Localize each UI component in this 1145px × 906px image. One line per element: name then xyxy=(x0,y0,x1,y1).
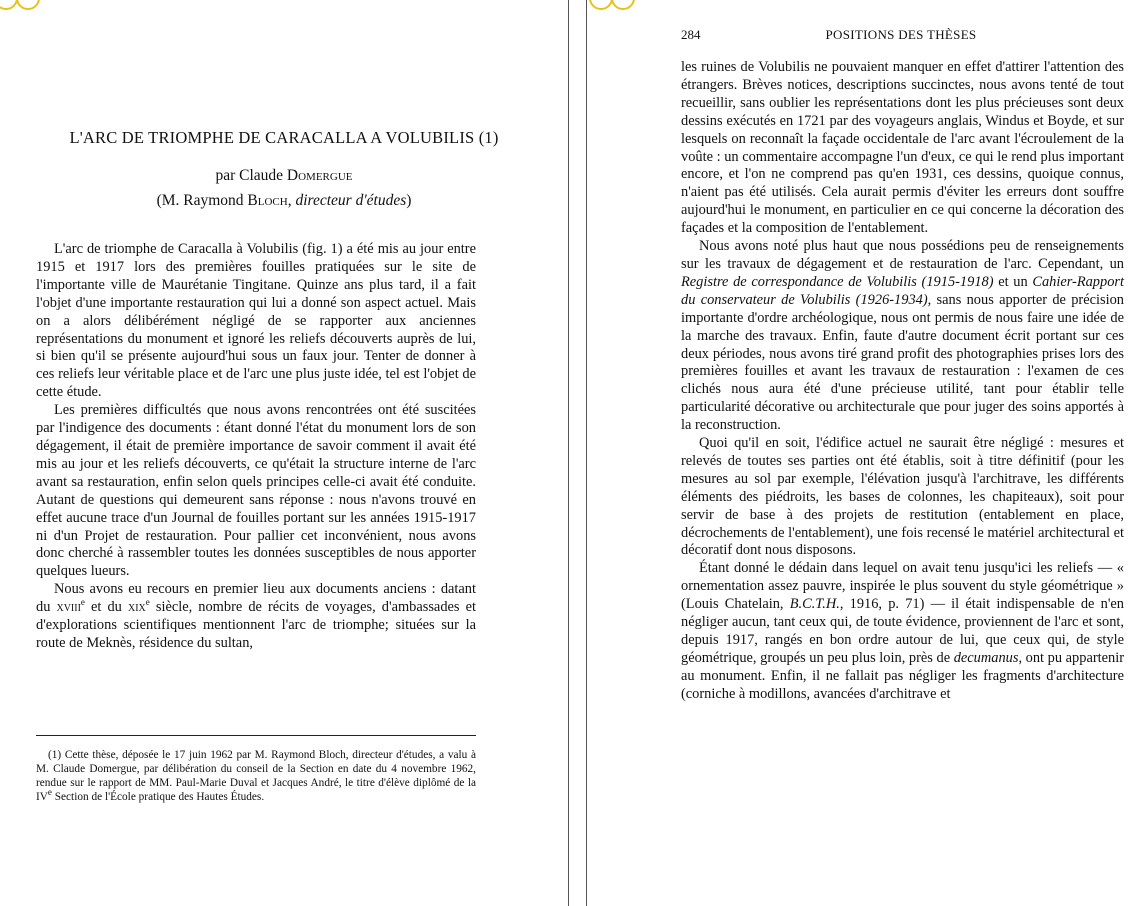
running-head-title: POSITIONS DES THÈSES xyxy=(825,27,977,42)
paragraph: L'arc de triomphe de Caracalla à Volubilis (fig. 1) a été mis au jour entre 1915 et 1917 lors des premières fouilles pratiquées sur le site de l'importante ville de Maurétanie Tingitane. Quinze ans plus tard, il a fait l'objet d'une importante restauration qui lui a donné son aspect actuel. Mais on a alors délibérément négligé de se rapporter aux anciennes représentations du monument et ignoré les reliefs découverts auprès de lui, si bien qu'il se présente aujourd'hui sous un faux jour. Tenter de donner à ces reliefs leur véritable place et de l'arc une plus juste idée, tel est l'objet de cette étude. xyxy=(36,241,476,401)
paragraph: Nous avons eu recours en premier lieu aux documents anciens : datant du xviii$^e$ et du xix$^e$ siècle, nombre de récits de voyages, d'ambassades et d'explorations scientifiques mentionnent l'arc de triomphe; situées sur la route de Meknès, résidence du sultan, xyxy=(36,581,476,651)
right-body-text xyxy=(681,59,1124,704)
left-page xyxy=(0,0,568,906)
right-page xyxy=(587,0,1145,906)
director-role: directeur d'études xyxy=(295,192,407,209)
paragraph: Quoi qu'il en soit, l'édifice actuel ne saurait être négligé : mesures et relevés de toutes ses parties ont été établis, soit à titre définitif (pour les mesures au sol par exemple, l'élévation jusqu'à l'architrave, les différents éléments des piédroits, les bases de colonnes, les chapiteaux), soit pour servir de base à des projets de restitution (entablement en place, décrochements de l'entablement), une fois recensé le matériel architectural et décoratif dont nous disposons. xyxy=(681,435,1124,559)
author-name: Domergue xyxy=(286,167,353,184)
scan-artifact-circle xyxy=(611,0,635,10)
director-line: (M. Raymond Bloch, directeur d'études) xyxy=(156,192,412,209)
scan-artifact-circle xyxy=(0,0,18,10)
scan-artifact-circle xyxy=(16,0,40,10)
footnote-divider xyxy=(36,735,476,736)
director-name: Bloch xyxy=(247,192,288,209)
page-number: 284 xyxy=(681,27,701,42)
footnote: (1) Cette thèse, déposée le 17 juin 1962 par M. Raymond Bloch, directeur d'études, a valu à M. Claude Domergue, par délibération du conseil de la Section en date du 4 novembre 1962, rendue sur le rapport de MM. Paul-Marie Duval et Jacques André, le titre d'élève diplômé de la IVe Section de l'École pratique des Hautes Études. xyxy=(36,749,476,804)
scan-artifact-circle xyxy=(589,0,613,10)
paragraph: Étant donné le dédain dans lequel on avait tenu jusqu'ici les reliefs — « ornementation assez pauvre, inspirée le plus souvent du style géométrique » (Louis Chatelain, B.C.T.H., 1916, p. 71) — il était indispensable de n'en négliger aucun, tant ceux qui, de toute évidence, proviennent de l'arc et sont, depuis 1917, rangés en bon ordre autour de lui, que ceux qui, de style géométrique, groupés un peu plus loin, près de decumanus, ont pu appartenir au monument. Enfin, il ne fallait pas négliger les fragments d'architecture (corniche à modillons, avancées d'architrave et xyxy=(681,560,1124,702)
paragraph: les ruines de Volubilis ne pouvaient manquer en effet d'attirer l'attention des étrangers. Brèves notices, descriptions succinctes, nous avons tenté de tout recueillir, sans oublier les représentations dont les plus précieuses sont deux dessins exécutés en 1721 par des voyageurs anglais, Windus et Boyde, et sur lesquels on reconnaît la façade occidentale de l'arc avant l'écroulement de la voûte : un commentaire accompagne l'un d'eux, ce qui le rend plus important encore, et l'on ne comprend pas qu'en 1931, ces dessins, quoique connus, n'aient pas été utilisés. Cela aurait permis d'éviter les erreurs dont souffre aujourd'hui le monument, en particulier en ce qui concerne la décoration des façades et la composition de l'entablement. xyxy=(681,59,1124,237)
page-divider xyxy=(568,0,569,906)
paragraph: Nous avons noté plus haut que nous possédions peu de renseignements sur les travaux de dégagement et de restauration de l'arc. Cependant, un Registre de correspondance de Volubilis (1915-1918) et un Cahier-Rapport du conservateur de Volubilis (1926-1934), sans nous apporter de précision importante d'ordre archéologique, nous ont permis de nous faire une idée de la marche des travaux. Enfin, faute d'autre document écrit portant sur ces deux périodes, nous avons tiré grand profit des photographies prises lors des premières fouilles et avant les travaux de restauration : l'examen de ces clichés nous aura été d'une précieuse utilité, tant pour établir telle particularité décorative ou architecturale que pour juger des soins apportés à la reconstruction. xyxy=(681,238,1124,434)
left-body-text xyxy=(36,241,476,653)
author-byline: par Claude Domergue xyxy=(215,167,353,184)
article-title: L'ARC DE TRIOMPHE DE CARACALLA A VOLUBILIS (1) xyxy=(69,128,499,147)
paragraph: Les premières difficultés que nous avons rencontrées ont été suscitées par l'indigence des documents : étant donné l'état du monument lors de son dégagement, il était de première importance de savoir comment il avait été mis au jour et les reliefs découverts, ce qu'était la structure interne de l'arc avant sa restauration, enfin selon quels principes celle-ci avait été conduite. Autant de questions qui demeurent sans réponse : nous n'avons trouvé en effet aucune trace d'un Journal de fouilles portant sur les années 1915-1917 ni d'un Projet de restauration. Pour pallier cet inconvénient, nous avons donc cherché à rassembler toutes les données susceptibles de nous apporter quelques lueurs. xyxy=(36,402,476,580)
